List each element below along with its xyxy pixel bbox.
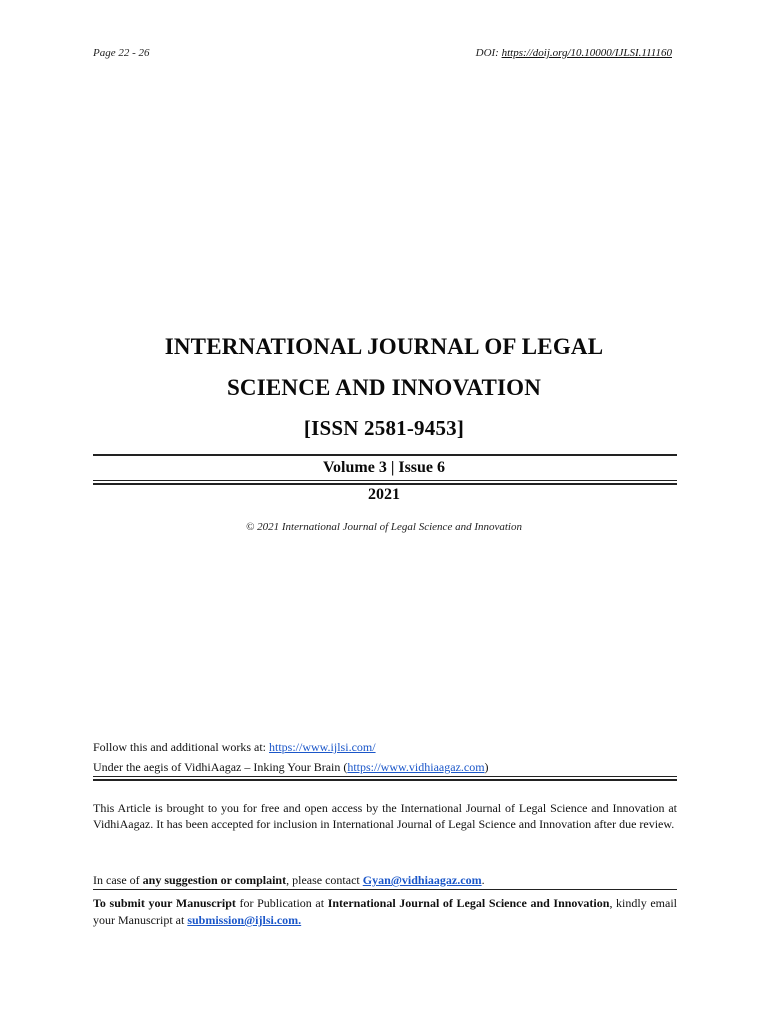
doi-link[interactable]: https://doij.org/10.10000/IJLSI.111160 [501,47,672,59]
divider-footer-thin [93,776,677,777]
copyright-notice: © 2021 International Journal of Legal Science and Innovation [246,521,522,533]
submit-mid2: , kindly email your Manuscript at [93,896,677,927]
doi-label: DOI: [475,47,502,59]
aegis-line [93,759,677,775]
page-range: Page 22 - 26 [93,47,150,59]
aegis-suffix: ) [484,760,489,774]
contact-email-text: Gyan@vidhiaagaz.com [362,873,482,887]
submission-email-text: submission@ijlsi.com. [187,913,302,927]
divider-footer-thick [93,779,677,781]
contact-mid: , please contact [286,873,363,887]
follow-prefix: Follow this and additional works at: [93,740,269,754]
contact-prefix: In case of [93,873,143,887]
submit-bold2: International Journal of Legal Science and Innovation [327,896,610,910]
journal-title-line1: INTERNATIONAL JOURNAL OF LEGAL [164,334,604,359]
submission-statement [93,895,677,929]
contact-bold: any suggestion or complaint [142,873,287,887]
issn: [ISSN 2581-9453] [303,416,465,440]
submission-email-link[interactable] [187,913,301,927]
vidhiaagaz-website-link[interactable]: https://www.vidhiaagaz.com [347,760,485,774]
contact-line [93,872,677,888]
doi-header [476,47,672,59]
divider-submit [93,889,677,890]
journal-title-line2: SCIENCE AND INNOVATION [226,375,542,400]
volume-issue: Volume 3 | Issue 6 [322,459,446,476]
contact-email-link[interactable] [363,873,482,887]
submit-bold1: To submit your Manuscript [93,896,236,910]
aegis-prefix: Under the aegis of VidhiAagaz – Inking Your Brain ( [93,760,348,774]
ijlsi-website-link[interactable]: https://www.ijlsi.com/ [269,740,376,754]
divider-mid-thick [93,483,677,485]
submit-mid: for Publication at [235,896,328,910]
open-access-statement: This Article is brought to you for free and open access by the International Journal of Legal Science and Innovation at VidhiAagaz. It has been accepted for inclusion in International Journal of Legal Science and Innovation after due review. [93,801,677,831]
divider-top [93,454,677,456]
year: 2021 [368,486,400,503]
follow-line [93,739,677,755]
contact-suffix: . [481,873,485,887]
divider-mid-thin [93,480,677,481]
